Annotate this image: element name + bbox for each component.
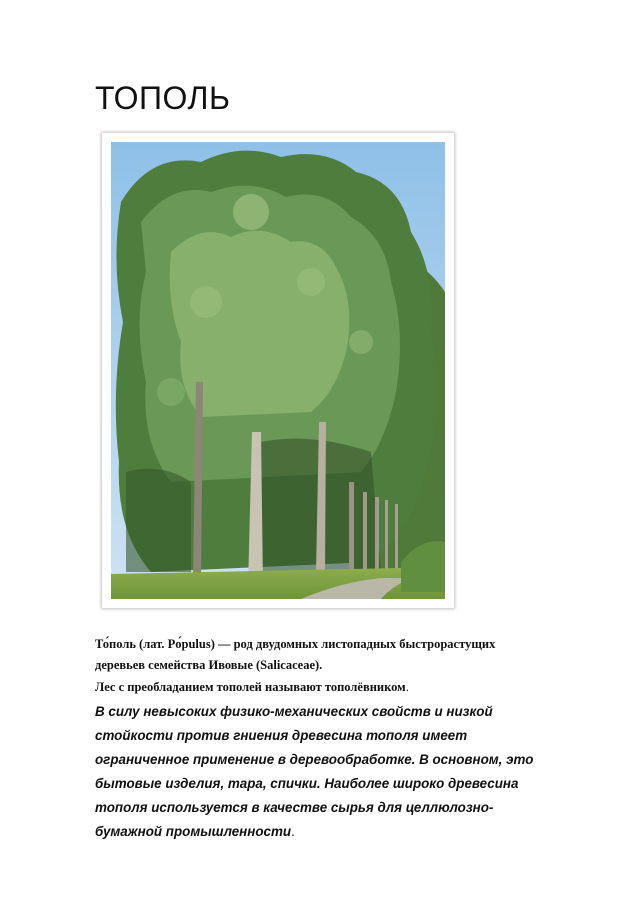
paragraph-usage-period: . [291, 824, 295, 839]
page-title: ТОПОЛЬ [95, 80, 231, 116]
paragraph-forest [95, 677, 545, 698]
paragraph-forest-period: . [405, 680, 409, 694]
paragraph-usage [95, 700, 545, 844]
poplar-photo-frame [102, 133, 454, 608]
poplar-trees-image [111, 142, 445, 599]
paragraph-forest-text: Лес с преобладанием тополей называют тополёвником [95, 680, 406, 694]
paragraph-definition: То́поль (лат. Pо́pulus) — род двудомных листопадных быстрорастущих деревьев семейства Ивовые (Salicaceae). [95, 637, 496, 672]
paragraph-usage-text: В силу невысоких физико-механических свойств и низкой стойкости против гниения древесина тополя имеет ограниченное применение в деревообработке. В основном, это бытовые изделия, тара, спички. Наиболее широко древесина тополя используется в качестве сырья для целлюлозно-бумажной промышленности [95, 704, 534, 839]
